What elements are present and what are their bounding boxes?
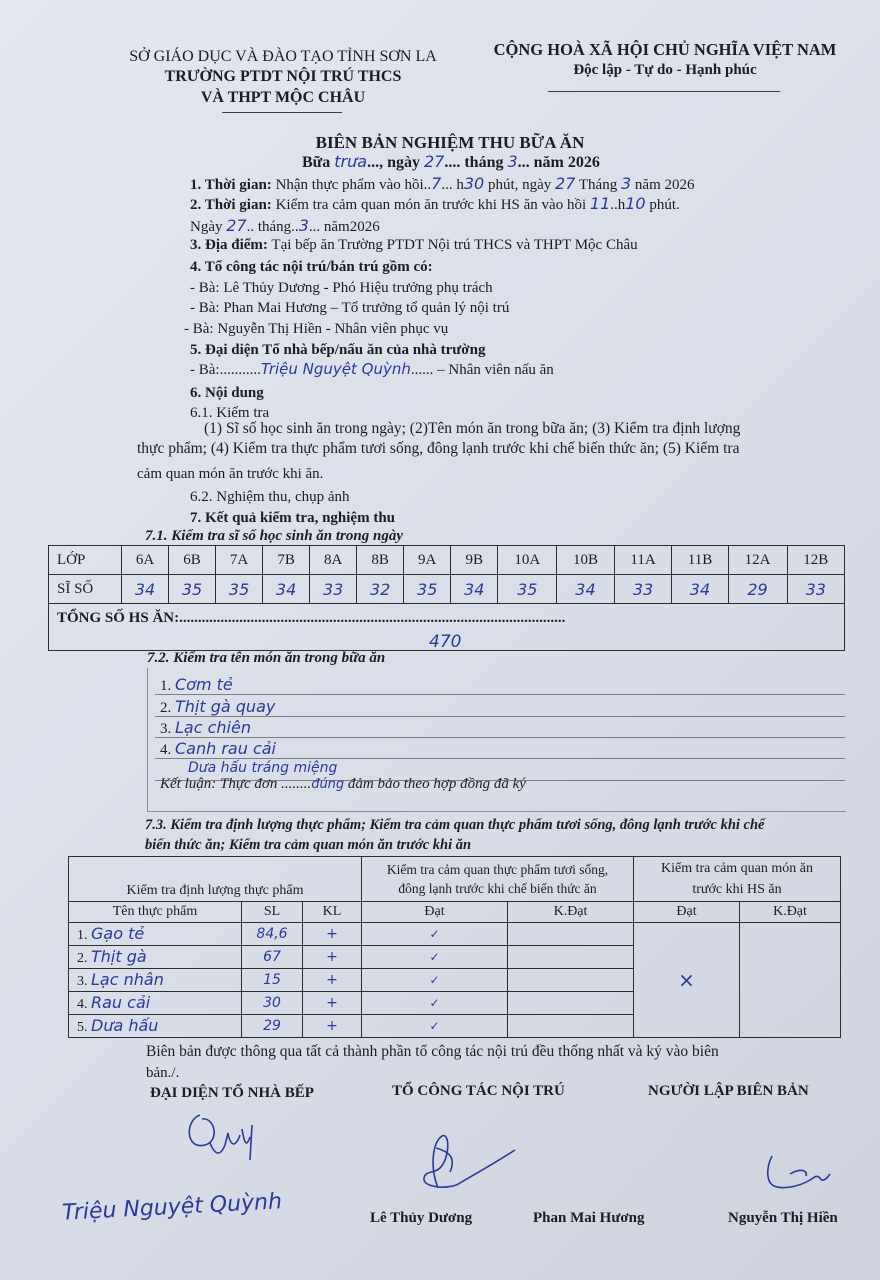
menu-item: 2. Thịt gà quay (160, 697, 276, 716)
food-kl-cell: + (303, 923, 362, 946)
menu-dish-name: Cơm tẻ (175, 675, 233, 694)
header-left-underline (222, 112, 342, 113)
item-receive-time: 1. Thời gian: Nhận thực phẩm vào hồi..7... h30 phút, ngày 27 Tháng 3 năm 2026 (190, 174, 695, 193)
committee-member-2: - Bà: Phan Mai Hương – Tổ trưởng tổ quản lý nội trú (190, 300, 510, 316)
kitchen-signature-scribble (180, 1105, 270, 1165)
signatory-name-3: Nguyễn Thị Hiền (728, 1210, 838, 1226)
food-fresh-fail-cell (508, 992, 634, 1015)
food-row (69, 923, 841, 946)
signatory-name-2: Phan Mai Hương (533, 1210, 645, 1226)
class-row (49, 546, 845, 575)
menu-rule (155, 694, 845, 695)
col-kl: KL (303, 902, 362, 923)
food-fresh-pass-cell: ✓ (362, 992, 508, 1015)
col-dish-pass: Đạt (634, 902, 740, 923)
count-cell: 34 (672, 575, 728, 604)
dish-fail-cell (740, 923, 841, 1038)
total-value: 470 (429, 632, 462, 652)
quantity-section-label-2: biến thức ăn; Kiểm tra cảm quan món ăn trước khi ăn (145, 837, 472, 853)
committee-member-3: - Bà: Nguyễn Thị Hiền - Nhân viên phục vụ (184, 321, 449, 337)
attendance-section-label: 7.1. Kiểm tra sĩ số học sinh ăn trong ngày (145, 528, 403, 544)
menu-dish-name: Thịt gà quay (175, 697, 276, 716)
count-cell: 33 (614, 575, 672, 604)
col-food-name: Tên thực phẩm (69, 902, 242, 923)
food-table-group-header (69, 857, 841, 902)
sub-check-label: 6.1. Kiểm tra (190, 405, 270, 421)
item-check-date: Ngày 27.. tháng..3... năm2026 (190, 216, 380, 235)
dept-name: SỞ GIÁO DỤC VÀ ĐÀO TẠO TỈNH SƠN LA (129, 48, 437, 65)
class-cell: 12B (787, 546, 844, 575)
food-name-cell: 4. Rau cải (69, 992, 242, 1015)
food-name-cell: 2. Thịt gà (69, 946, 242, 969)
quantity-section-label-1: 7.3. Kiểm tra định lượng thực phẩm; Kiểm tra cảm quan thực phẩm tươi sống, đông lạnh trước khi chế (145, 817, 765, 833)
class-cell: 6A (122, 546, 169, 575)
count-cell: 33 (787, 575, 844, 604)
class-cell: 8B (357, 546, 404, 575)
food-fresh-fail-cell (508, 923, 634, 946)
total-cell (49, 604, 845, 651)
count-cell: 34 (122, 575, 169, 604)
menu-dish-name: Lạc chiên (175, 718, 251, 737)
motto-underline (548, 91, 780, 92)
menu-section-label: 7.2. Kiểm tra tên món ăn trong bữa ăn (147, 650, 386, 666)
item-check-time: 2. Thời gian: Kiểm tra cảm quan món ăn trước khi HS ăn vào hồi 11..h10 phút. (190, 194, 680, 213)
menu-item: 1. Cơm tẻ (160, 675, 233, 694)
dish-pass-cell: × (634, 923, 740, 1038)
food-name-cell: 5. Dưa hấu (69, 1015, 242, 1038)
kitchen-signature-title: ĐẠI DIỆN TỔ NHÀ BẾP (150, 1085, 314, 1101)
kitchen-handwritten-name: Triệu Nguyệt Quỳnh (61, 1189, 283, 1226)
class-cell: 8A (310, 546, 357, 575)
food-sl-cell: 67 (242, 946, 303, 969)
count-row (49, 575, 845, 604)
author-signature-scribble (760, 1148, 840, 1198)
food-sl-cell: 15 (242, 969, 303, 992)
count-cell: 29 (728, 575, 787, 604)
food-sl-cell: 29 (242, 1015, 303, 1038)
food-fresh-pass-cell: ✓ (362, 969, 508, 992)
count-cell: 34 (451, 575, 498, 604)
class-cell: 12A (728, 546, 787, 575)
closing-line-1: Biên bản được thông qua tất cả thành phần tổ công tác nội trú đều thống nhất và ký vào biên (146, 1043, 719, 1060)
meal-day: 27 (423, 152, 445, 171)
meal-month: 3 (507, 152, 518, 171)
class-cell: 11B (672, 546, 728, 575)
menu-extra-dish: Dưa hấu tráng miệng (188, 760, 338, 776)
food-fresh-fail-cell (508, 1015, 634, 1038)
menu-item: 4. Canh rau cải (160, 739, 276, 758)
class-cell: 9A (404, 546, 451, 575)
quantity-group-header: Kiểm tra định lượng thực phẩm (69, 857, 362, 902)
food-sl-cell: 30 (242, 992, 303, 1015)
item-kitchen-label: 5. Đại diện Tổ nhà bếp/nấu ăn của nhà trường (190, 342, 486, 358)
food-fresh-fail-cell (508, 946, 634, 969)
total-label: TỔNG SỐ HS ĂN:....................................................................................................... (57, 610, 566, 626)
class-cell: 7A (216, 546, 263, 575)
class-cell: 11A (614, 546, 672, 575)
count-cell: 32 (357, 575, 404, 604)
country-name: CỘNG HOÀ XÃ HỘI CHỦ NGHĨA VIỆT NAM (493, 40, 837, 59)
col-fresh-pass: Đạt (362, 902, 508, 923)
closing-line-2: bản./. (146, 1065, 180, 1081)
class-cell: 10A (498, 546, 557, 575)
check-description-1: (1) Sĩ số học sinh ăn trong ngày; (2)Tên món ăn trong bữa ăn; (3) Kiểm tra định lượng (204, 420, 741, 437)
committee-signature-title: TỔ CÔNG TÁC NỘI TRÚ (392, 1083, 565, 1099)
dish-group-header: Kiểm tra cảm quan món ăn trước khi HS ăn (634, 857, 841, 902)
signatory-name-1: Lê Thủy Dương (370, 1210, 473, 1226)
count-cell: 34 (557, 575, 614, 604)
food-table-column-header (69, 902, 841, 923)
item-location: 3. Địa điểm: Tại bếp ăn Trường PTDT Nội trú THCS và THPT Mộc Châu (190, 237, 638, 253)
count-row-label: SĨ SỐ (49, 575, 122, 604)
class-cell: 9B (451, 546, 498, 575)
food-name-cell: 3. Lạc nhân (69, 969, 242, 992)
col-fresh-fail: K.Đạt (508, 902, 634, 923)
item-result-label: 7. Kết quả kiểm tra, nghiệm thu (190, 510, 396, 526)
count-cell: 34 (263, 575, 310, 604)
col-dish-fail: K.Đạt (740, 902, 841, 923)
food-quantity-table (68, 856, 841, 1038)
item-committee-label: 4. Tổ công tác nội trú/bán trú gồm có: (190, 259, 433, 275)
total-row (49, 604, 845, 651)
food-kl-cell: + (303, 992, 362, 1015)
food-fresh-fail-cell (508, 969, 634, 992)
menu-rule (155, 737, 845, 738)
fresh-food-group-header: Kiểm tra cảm quan thực phẩm tươi sống, đông lạnh trước khi chế biến thức ăn (362, 857, 634, 902)
author-signature-title: NGƯỜI LẬP BIÊN BẢN (648, 1083, 809, 1099)
kitchen-representative: - Bà:...........Triệu Nguyệt Quỳnh...... – Nhân viên nấu ăn (190, 360, 554, 378)
count-cell: 35 (169, 575, 216, 604)
page-title: BIÊN BẢN NGHIỆM THU BỮA ĂN (315, 133, 585, 152)
motto: Độc lập - Tự do - Hạnh phúc (573, 62, 757, 78)
food-sl-cell: 84,6 (242, 923, 303, 946)
attendance-table (48, 545, 845, 651)
committee-member-1: - Bà: Lê Thủy Dương - Phó Hiệu trưởng phụ trách (190, 280, 493, 296)
check-description-3: cảm quan món ăn trước khi ăn. (137, 466, 324, 482)
food-kl-cell: + (303, 1015, 362, 1038)
class-cell: 7B (263, 546, 310, 575)
school-name-line2: VÀ THPT MỘC CHÂU (200, 89, 366, 106)
count-cell: 33 (310, 575, 357, 604)
food-kl-cell: + (303, 946, 362, 969)
class-cell: 10B (557, 546, 614, 575)
food-fresh-pass-cell: ✓ (362, 1015, 508, 1038)
col-sl: SL (242, 902, 303, 923)
menu-dish-name: Canh rau cải (175, 739, 276, 758)
count-cell: 35 (404, 575, 451, 604)
conclusion-value: đúng (311, 777, 345, 792)
class-cell: 6B (169, 546, 216, 575)
class-row-label: LỚP (49, 546, 122, 575)
food-fresh-pass-cell: ✓ (362, 946, 508, 969)
food-kl-cell: + (303, 969, 362, 992)
check-description-2: thực phẩm; (4) Kiểm tra thực phẩm tươi sống, đông lạnh trước khi chế biến thức ăn; (5) Kiểm tra (137, 440, 740, 457)
school-name-line1: TRƯỜNG PTDT NỘI TRÚ THCS (164, 68, 402, 85)
meal-value: trưa (334, 152, 368, 171)
committee-signature-scribble (390, 1128, 520, 1203)
food-fresh-pass-cell: ✓ (362, 923, 508, 946)
sub-photo-label: 6.2. Nghiệm thu, chụp ảnh (190, 489, 350, 505)
item-content-label: 6. Nội dung (190, 385, 264, 401)
meal-date-line: Bữa trưa..., ngày 27.... tháng 3... năm 2026 (302, 152, 600, 171)
menu-conclusion: Kết luận: Thực đơn ........đúng đảm bảo theo hợp đồng đã ký (160, 776, 526, 792)
count-cell: 35 (498, 575, 557, 604)
food-name-cell: 1. Gạo tẻ (69, 923, 242, 946)
count-cell: 35 (216, 575, 263, 604)
menu-item: 3. Lạc chiên (160, 718, 251, 737)
